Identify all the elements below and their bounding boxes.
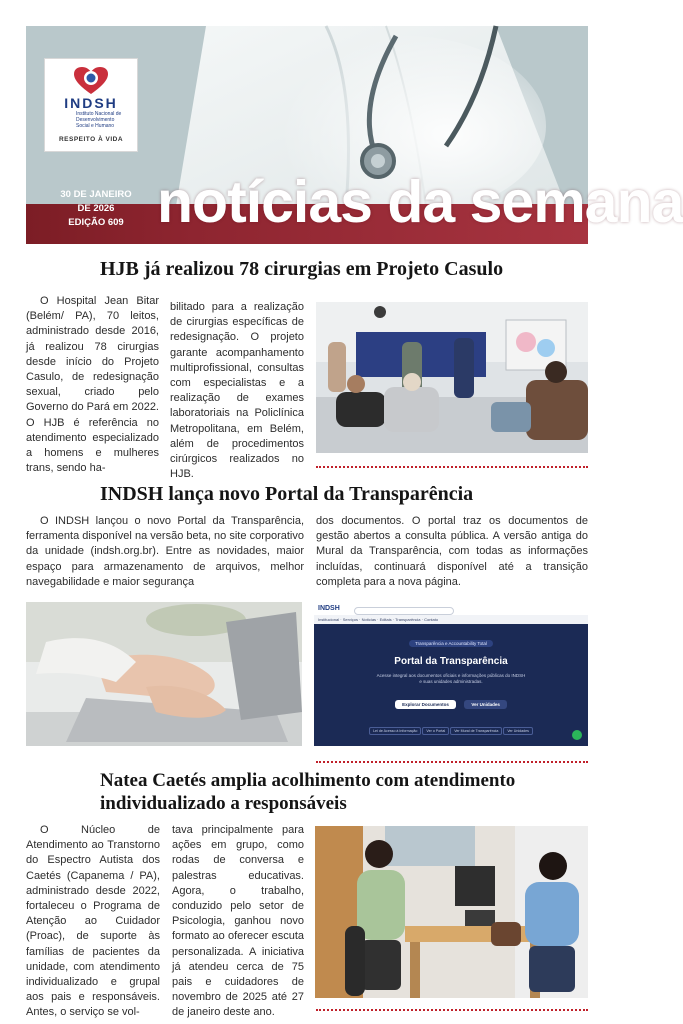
article3-column2-text: tava principalmente para ações em grupo, como rodas de conversa e palestras educativas. Agora, o trabalho, conduzido pelo setor de Psicologia, ganhou novo formato ao oferecer escuta personalizada. A iniciativa já atendeu cerca de 75 pais e cuidadores de novembro de 2025 até 27 de janeiro deste ano. bbox=[172, 824, 304, 1019]
portal-quick-link[interactable]: Lei de Acesso à Informação bbox=[369, 727, 421, 735]
portal-logo: INDSH bbox=[318, 605, 340, 612]
view-units-button[interactable]: Ver Unidades bbox=[464, 700, 507, 709]
portal-nav-item[interactable]: Editais bbox=[379, 617, 392, 622]
section-divider-1 bbox=[316, 466, 588, 468]
article1-headline: HJB já realizou 78 cirurgias em Projeto Casulo bbox=[100, 258, 504, 280]
whatsapp-icon[interactable] bbox=[572, 730, 582, 740]
article1-column1 bbox=[26, 294, 159, 476]
article2-column2 bbox=[316, 514, 588, 590]
newsletter-header bbox=[26, 26, 683, 244]
article3-headline-line2: individualizado a responsáveis bbox=[100, 793, 347, 814]
psychology-session-photo bbox=[315, 826, 588, 998]
portal-topbar bbox=[314, 602, 588, 624]
portal-hero bbox=[314, 624, 588, 746]
portal-quick-link[interactable]: Ver Mural de Transparência bbox=[450, 727, 502, 735]
portal-quick-link[interactable]: Ver Unidades bbox=[503, 727, 533, 735]
section-divider-3 bbox=[316, 1009, 588, 1011]
edition-date-line1: 30 DE JANEIRO bbox=[60, 189, 132, 200]
portal-buttons bbox=[314, 693, 588, 711]
portal-nav: Institucional · Serviços · Notícias · Editais · Transparência · Contato bbox=[314, 615, 588, 624]
hospital-waiting-room-photo bbox=[316, 302, 588, 453]
portal-quick-links bbox=[314, 727, 588, 735]
portal-badge: Transparência e Accountability Total bbox=[409, 640, 493, 647]
article3-column1-text: O Núcleo de Atendimento ao Transtorno do Espectro Autista dos Caetés (Capanema / PA), administrado desde 2022, fortaleceu o Programa de Atenção ao Cuidador (Proac), de suporte às famílias de pacientes da unidade, com atendimento individualizado e grupal aos pais e responsáveis. Antes, o serviço se vol- bbox=[26, 824, 160, 1019]
article2-column1 bbox=[26, 514, 304, 590]
article3-headline-line1: Natea Caetés amplia acolhimento com atendimento bbox=[100, 770, 516, 791]
portal-title: Portal da Transparência bbox=[394, 656, 508, 667]
counseling-illustration bbox=[315, 826, 588, 998]
portal-nav-item[interactable]: Institucional bbox=[318, 617, 340, 622]
edition-info bbox=[40, 188, 152, 230]
article1-column1-text: O Hospital Jean Bitar (Belém/ PA), 70 leitos, administrado desde 2016, já realizou 78 cirurgias desde início do Projeto Casulo, de redesignação sexual, criado pelo Governo do Pará em 2022. O HJB é referência no atendimento especializado a homens e mulheres trans, sendo ha- bbox=[26, 295, 159, 475]
portal-description: Acesse integral aos documentos oficiais e informações públicas do INDSH e suas unidades administradas. bbox=[376, 673, 526, 684]
explore-documents-button[interactable]: Explorar Documentos bbox=[395, 700, 456, 709]
portal-search-input[interactable] bbox=[354, 607, 454, 615]
article3-headline bbox=[100, 769, 515, 815]
laptop-typing-photo bbox=[26, 602, 302, 746]
indsh-logo bbox=[44, 58, 138, 152]
edition-number: EDIÇÃO 609 bbox=[68, 217, 124, 228]
masthead-title: notícias da semana bbox=[157, 169, 683, 235]
logo-wordmark: INDSH bbox=[64, 95, 118, 111]
portal-nav-item[interactable]: Notícias bbox=[361, 617, 377, 622]
article2-column2-text: dos documentos. O portal traz os documentos de gestão abertos a consulta pública. A versão antiga do Mural da Transparência, com todas as informações incluídas, continuará disponível até a transição completa para a nova página. bbox=[316, 515, 588, 588]
section-divider-2 bbox=[316, 761, 588, 763]
portal-nav-item[interactable]: Contato bbox=[424, 617, 439, 622]
logo-tagline: RESPEITO À VIDA bbox=[58, 136, 124, 143]
article2-headline: INDSH lança novo Portal da Transparência bbox=[100, 483, 474, 505]
heart-logo-icon bbox=[74, 67, 108, 95]
article1-column2-text: bilitado para a realização de cirurgias específicas de redesignação. O projeto garante acompanhamento multiprofissional, consultas com especialistas e a realização de exames laboratoriais na Policlínica Metropolitana, em Belém, além de procedimentos cirúrgicos realizados no HJB. bbox=[170, 301, 304, 481]
article2-column1-text: O INDSH lançou o novo Portal da Transparência, ferramenta disponível na versão beta, no site corporativo da unidade (indsh.org.br). Entre as novidades, maior espaço para armazenamento de arquivos, melhor navegabilidade e maior segurança bbox=[26, 515, 304, 588]
logo-subtitle: Instituto Nacional de Desenvolvimento Social e Humano bbox=[76, 111, 122, 129]
laptop-illustration bbox=[26, 602, 302, 746]
edition-date-line2: DE 2026 bbox=[77, 203, 115, 214]
article3-column1 bbox=[26, 823, 160, 1021]
portal-quick-link[interactable]: Ver o Portal bbox=[422, 727, 449, 735]
portal-nav-item[interactable]: Serviços bbox=[342, 617, 359, 622]
article1-column2 bbox=[170, 300, 304, 482]
article3-column2 bbox=[172, 823, 304, 1021]
portal-nav-item[interactable]: Transparência bbox=[395, 617, 421, 622]
waiting-room-illustration bbox=[316, 302, 588, 453]
portal-screenshot bbox=[314, 602, 588, 746]
